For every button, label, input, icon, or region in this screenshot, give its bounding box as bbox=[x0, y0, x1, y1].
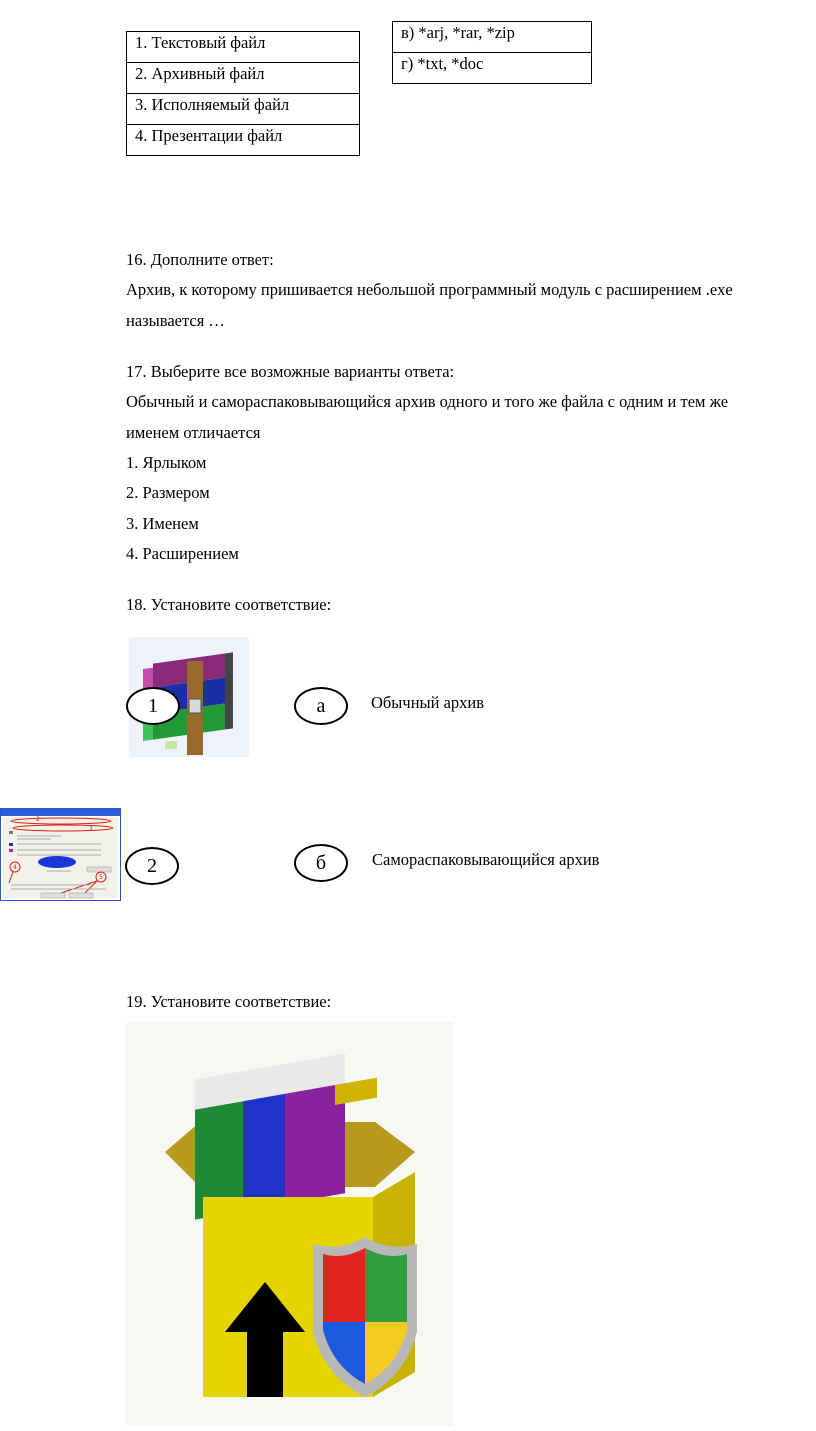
sfx-dialog-screenshot bbox=[0, 808, 121, 901]
question-17-title: 17. Выберите все возможные варианты ответа: bbox=[126, 362, 455, 381]
question-18-title: 18. Установите соответствие: bbox=[126, 595, 332, 614]
match-number-oval-2: 2 bbox=[125, 847, 179, 885]
match-number-oval-1: 1 bbox=[126, 687, 180, 725]
file-type-cell: 3. Исполняемый файл bbox=[127, 94, 360, 125]
question-17-option: 1. Ярлыком bbox=[126, 453, 207, 472]
file-type-cell: 2. Архивный файл bbox=[127, 63, 360, 94]
question-16-text-line2: называется … bbox=[126, 311, 225, 330]
dialog-marker: 5 bbox=[99, 874, 103, 881]
file-type-cell: 4. Презентации файл bbox=[127, 125, 360, 156]
extension-cell: г) *txt, *doc bbox=[393, 53, 592, 84]
match-letter-oval-a: а bbox=[294, 687, 348, 725]
file-type-table bbox=[126, 31, 360, 156]
question-17-text-line1: Обычный и самораспаковывающийся архив одного и того же файла с одним и тем же bbox=[126, 392, 729, 411]
question-17-option: 4. Расширением bbox=[126, 544, 239, 563]
file-type-cell: 1. Текстовый файл bbox=[127, 32, 360, 63]
question-19-title: 19. Установите соответствие: bbox=[126, 992, 332, 1011]
question-16-text-line1: Архив, к которому пришивается небольшой программный модуль с расширением .exe bbox=[126, 280, 733, 299]
question-17-option: 2. Размером bbox=[126, 483, 210, 502]
dialog-marker: 2 bbox=[36, 816, 40, 823]
dialog-marker: 3 bbox=[89, 825, 93, 832]
question-17-text-line2: именем отличается bbox=[126, 423, 261, 442]
extension-cell: в) *arj, *rar, *zip bbox=[393, 22, 592, 53]
question-17-option: 3. Именем bbox=[126, 514, 199, 533]
match-label-a: Обычный архив bbox=[371, 693, 485, 712]
extension-table bbox=[392, 21, 592, 84]
dialog-marker: 4 bbox=[13, 864, 17, 871]
winrar-sfx-installer-icon bbox=[125, 1022, 453, 1426]
match-label-b: Самораспаковывающийся архив bbox=[372, 850, 600, 869]
match-letter-oval-b: б bbox=[294, 844, 348, 882]
question-16-title: 16. Дополните ответ: bbox=[126, 250, 274, 269]
